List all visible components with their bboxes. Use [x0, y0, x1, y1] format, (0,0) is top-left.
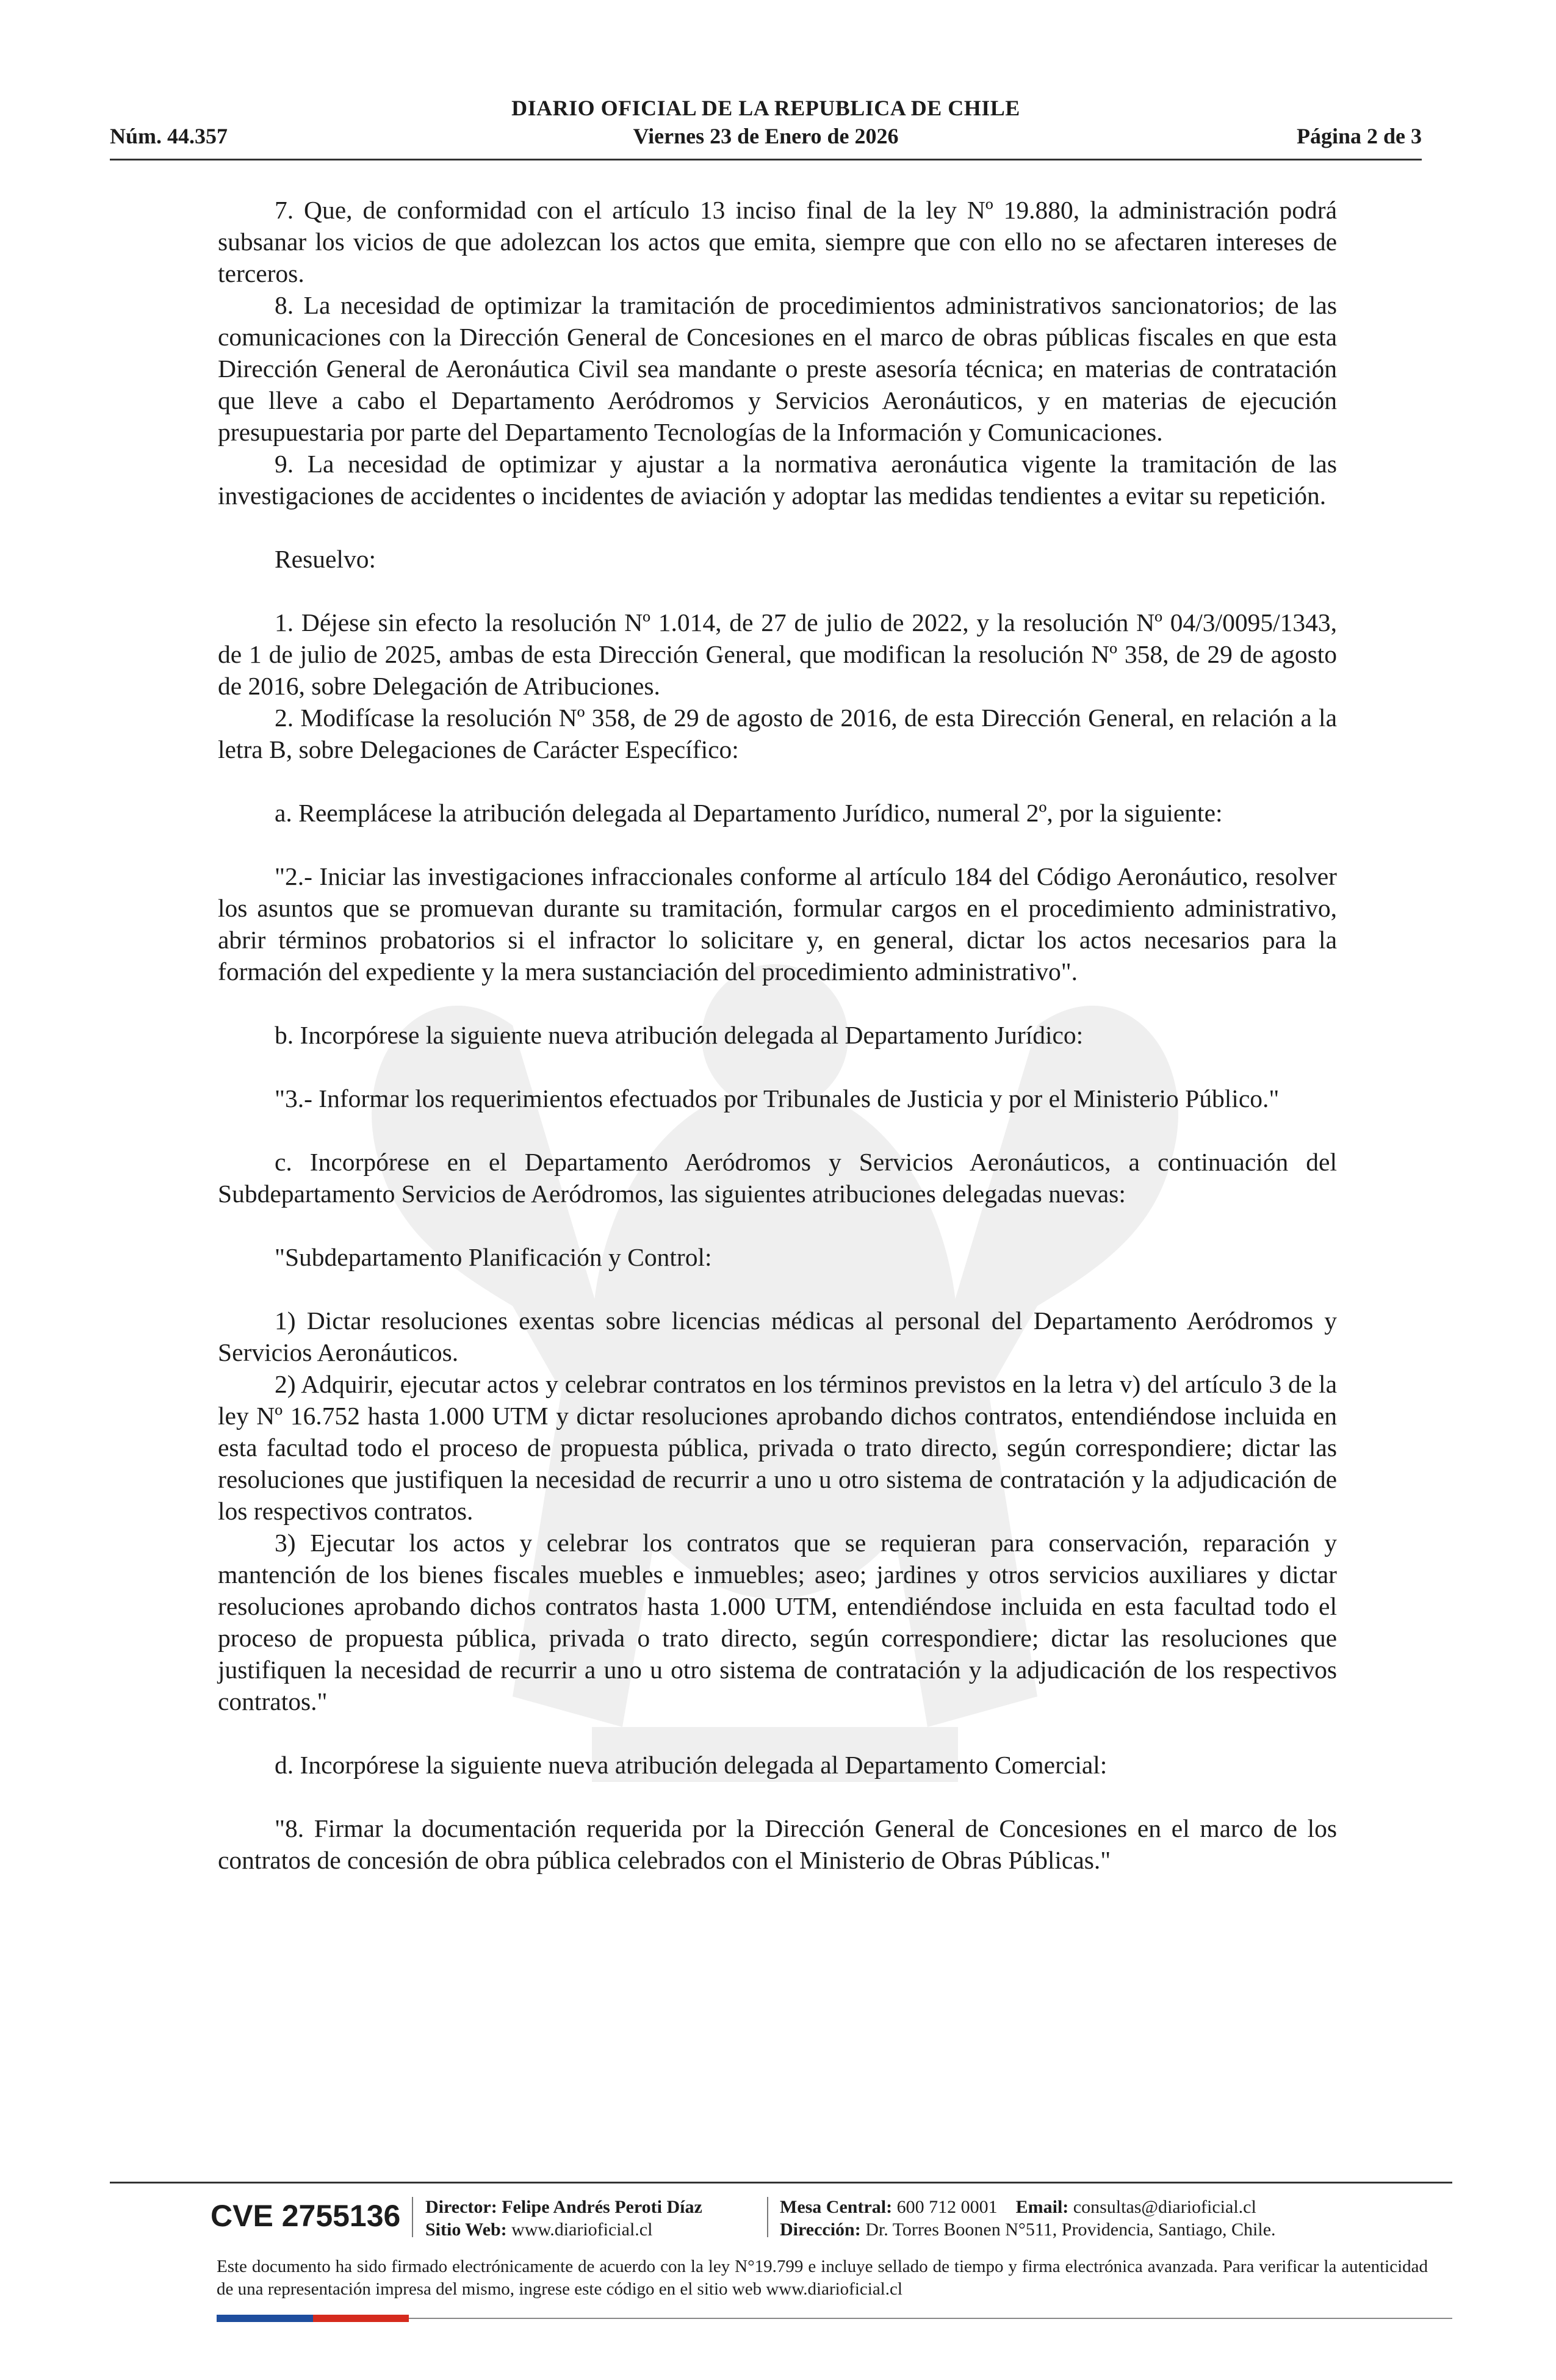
director-name: Felipe Andrés Peroti Díaz — [502, 2197, 702, 2217]
paragraph-resolution-1: 1. Déjese sin efecto la resolución Nº 1.014, de 27 de julio de 2022, y la resolución Nº 04/3/0095/1343, de 1 de julio de 2025, ambas de esta Dirección General, que modifican la resolución Nº 358, de 29 de agosto de 2016, sobre Delegación de Atribuciones. — [218, 608, 1337, 700]
paragraph-item-2: 2) Adquirir, ejecutar actos y celebrar contratos en los términos previstos en la letra v) del artículo 3 de la ley Nº 16.752 hasta 1.000 UTM y dictar resoluciones aprobando dichos contratos, entendiéndose incluida en esta facultad todo el proceso de propuesta pública, privada o trato directo, según correspondiere; dictar las resoluciones que justifiquen la necesidad de recurrir a uno u otro sistema de contratación y la adjudicación de los respectivos contratos. — [218, 1370, 1337, 1525]
newspaper-title: DIARIO OFICIAL DE LA REPUBLICA DE CHILE — [511, 96, 1020, 120]
issue-number: Núm. 44.357 — [110, 124, 228, 148]
footer-divider — [767, 2197, 768, 2237]
address-line — [780, 2218, 1276, 2241]
footer-divider — [412, 2197, 413, 2237]
paragraph-quote-2: "2.- Iniciar las investigaciones infraccionales conforme al artículo 184 del Código Aeronáutico, resolver los asuntos que se promuevan durante su tramitación, formular cargos en el procedimiento administrativo, abrir términos probatorios si el infractor lo solicitare y, en general, dictar los actos necesarios para la formación del expediente y la mera sustanciación del procedimiento administrativo". — [218, 862, 1337, 986]
paragraph-quote-3: "3.- Informar los requerimientos efectuados por Tribunales de Justicia y por el Ministerio Público." — [275, 1084, 1280, 1112]
address-label: Dirección: — [780, 2220, 861, 2240]
issue-date: Viernes 23 de Enero de 2026 — [633, 124, 899, 148]
director-line — [425, 2196, 702, 2218]
flag-color-bar — [217, 2315, 409, 2322]
paragraph-considerando-7: 7. Que, de conformidad con el artículo 13 inciso final de la ley Nº 19.880, la administración podrá subsanar los vicios de que adolezcan los actos que emita, siempre que con ello no se afectaren intereses de terceros. — [218, 196, 1337, 287]
email-label: Email: — [1015, 2197, 1069, 2217]
phone-label: Mesa Central: — [780, 2197, 893, 2217]
paragraph-letter-d: d. Incorpórese la siguiente nueva atribución delegada al Departamento Comercial: — [275, 1751, 1108, 1779]
website-label: Sitio Web: — [425, 2220, 507, 2240]
director-label: Director: — [425, 2197, 497, 2217]
paragraph-considerando-8: 8. La necesidad de optimizar la tramitación de procedimientos administrativos sancionatorios; de las comunicaciones con la Dirección General de Concesiones en el marco de obras públicas fiscales en que esta Dirección General de Aeronáutica Civil sea mandante o preste asesoría técnica; en materias de contratación que lleve a cabo el Departamento Aeródromos y Servicios Aeronáuticos, y en materias de ejecución presupuestaria por parte del Departamento Tecnologías de la Información y Comunicaciones. — [218, 291, 1337, 446]
resuelvo-heading: Resuelvo: — [275, 545, 376, 573]
address-text: Dr. Torres Boonen N°511, Providencia, Santiago, Chile. — [865, 2220, 1276, 2240]
website-line — [425, 2218, 652, 2241]
color-bar-red — [313, 2315, 409, 2322]
footer-rule — [409, 2318, 1452, 2319]
phone-number: 600 712 0001 — [896, 2197, 998, 2217]
subdepartment-heading: "Subdepartamento Planificación y Control: — [275, 1243, 712, 1271]
website-link[interactable]: www.diarioficial.cl — [511, 2220, 653, 2240]
paragraph-quote-8: "8. Firmar la documentación requerida por la Dirección General de Concesiones en el marco de los contratos de concesión de obra pública celebrados con el Ministerio de Obras Públicas." — [218, 1814, 1337, 1874]
paragraph-letter-b: b. Incorpórese la siguiente nueva atribución delegada al Departamento Jurídico: — [275, 1021, 1084, 1049]
paragraph-letter-a: a. Reemplácese la atribución delegada al Departamento Jurídico, numeral 2º, por la siguiente: — [275, 799, 1223, 827]
page-footer — [110, 2182, 1452, 2299]
paragraph-letter-c: c. Incorpórese en el Departamento Aeródromos y Servicios Aeronáuticos, a continuación del Subdepartamento Servicios de Aeródromos, las siguientes atribuciones delegadas nuevas: — [218, 1148, 1337, 1208]
document-body — [218, 194, 1337, 1876]
color-bar-blue — [217, 2315, 313, 2322]
email-link[interactable]: consultas@diarioficial.cl — [1073, 2197, 1256, 2217]
legal-note: Este documento ha sido firmado electrónicamente de acuerdo con la ley N°19.799 e incluye sellado de tiempo y firma electrónica avanzada. Para verificar la autenticidad de una representación impresa del mismo, ingrese este código en el sitio web www.diarioficial.cl — [217, 2257, 1428, 2299]
contact-line — [780, 2196, 1256, 2218]
page-header — [110, 92, 1422, 160]
paragraph-item-3: 3) Ejecutar los actos y celebrar los contratos que se requieran para conservación, reparación y mantención de los bienes fiscales muebles e inmuebles; aseo; jardines y otros servicios auxiliares y dictar resoluciones aprobando dichos contratos hasta 1.000 UTM, entendiéndose incluida en esta facultad todo el proceso de propuesta pública, privada o trato directo, según correspondiere; dictar las resoluciones que justifiquen la necesidad de recurrir a uno u otro sistema de contratación y la adjudicación de los respectivos contratos." — [218, 1529, 1337, 1715]
page-number: Página 2 de 3 — [1296, 124, 1422, 148]
paragraph-resolution-2: 2. Modifícase la resolución Nº 358, de 29 de agosto de 2016, de esta Dirección General, en relación a la letra B, sobre Delegaciones de Carácter Específico: — [218, 704, 1337, 763]
paragraph-item-1: 1) Dictar resoluciones exentas sobre licencias médicas al personal del Departamento Aeródromos y Servicios Aeronáuticos. — [218, 1307, 1337, 1366]
paragraph-considerando-9: 9. La necesidad de optimizar y ajustar a la normativa aeronáutica vigente la tramitación de las investigaciones de accidentes o incidentes de aviación y adoptar las medidas tendientes a evitar su repetición. — [218, 450, 1337, 510]
cve-code: CVE 2755136 — [211, 2199, 401, 2233]
